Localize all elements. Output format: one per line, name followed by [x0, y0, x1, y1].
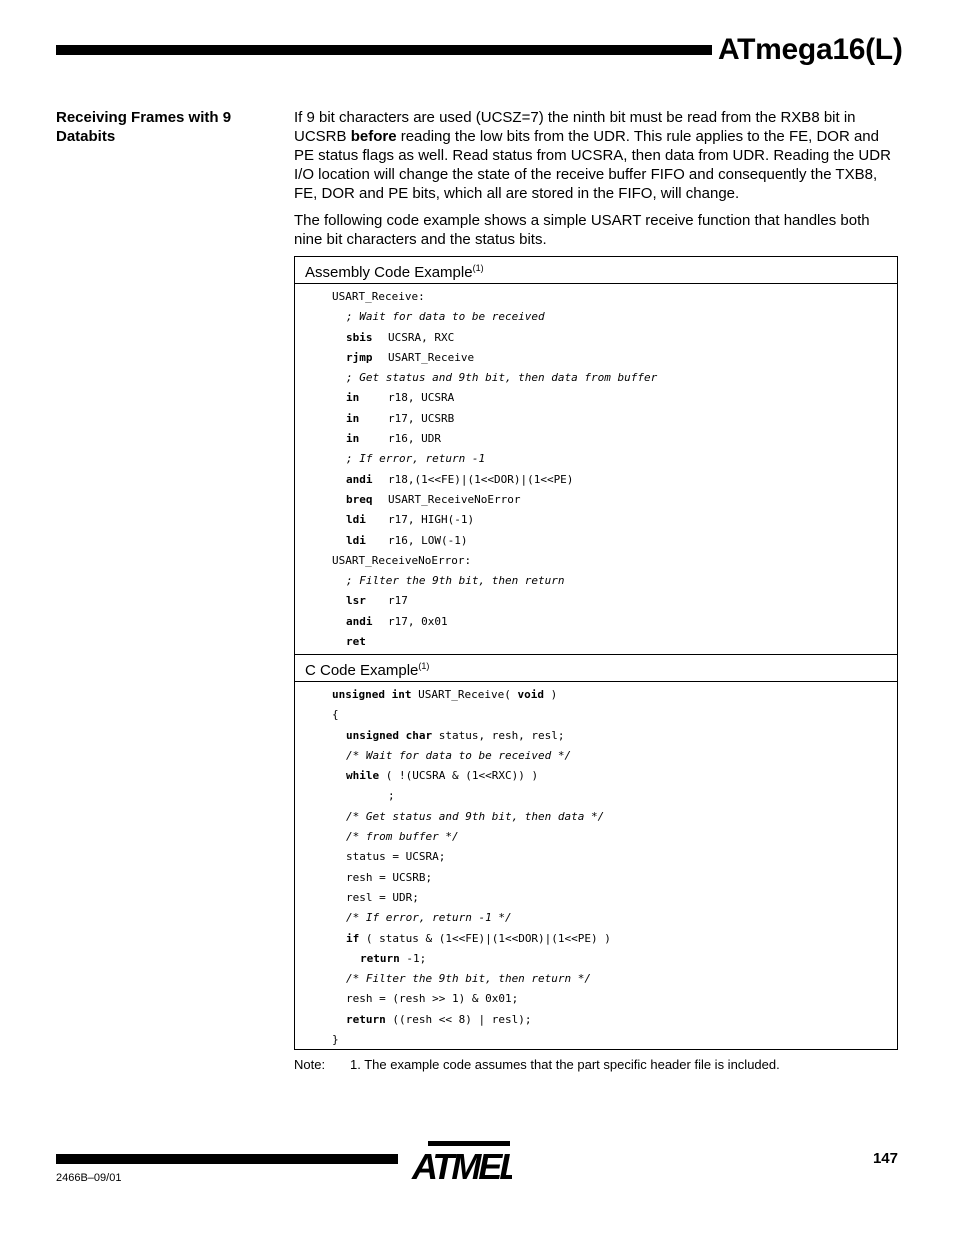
- code-line: resl = UDR;: [346, 890, 419, 904]
- footer-rule: [56, 1154, 398, 1164]
- code-line: [332, 388, 897, 408]
- page-title: ATmega16(L): [718, 33, 903, 66]
- section-heading: Receiving Frames with 9 Databits: [56, 109, 232, 145]
- code-text: ): [543, 688, 558, 701]
- code-comment: ; Wait for data to be received: [346, 310, 545, 324]
- code-line: [332, 726, 897, 746]
- code-comment: ; Filter the 9th bit, then return: [346, 574, 565, 588]
- code-line: [332, 612, 897, 632]
- code-operand: r17, 0x01: [388, 614, 448, 628]
- assembly-example-header: [295, 257, 897, 284]
- code-line: resh = UCSRB;: [346, 870, 433, 884]
- code-comment: /* If error, return -1 */: [346, 911, 512, 925]
- code-line: {: [332, 708, 339, 722]
- para1-emphasis: before: [350, 128, 397, 145]
- header-rule: [56, 45, 712, 55]
- code-keyword: return: [360, 951, 400, 965]
- code-line: [332, 490, 897, 510]
- page-number: 147: [872, 1150, 898, 1167]
- code-line: USART_Receive:: [332, 290, 425, 303]
- code-line: [332, 746, 897, 766]
- code-line: [332, 685, 897, 705]
- para1-text-a: If 9 bit characters are used (UCSZ=7) the ninth bit must be read from the RXB8 bit in UCSRB: [294, 109, 856, 145]
- note-text: 1. The example code assumes that the part specific header file is included.: [350, 1057, 780, 1072]
- code-opcode: rjmp: [346, 350, 373, 364]
- code-line: [332, 1010, 897, 1030]
- code-line: [332, 470, 897, 490]
- code-line: [332, 409, 897, 429]
- body-paragraph-1: [294, 108, 898, 203]
- code-operand: USART_ReceiveNoError: [388, 492, 521, 506]
- code-text: ( !(UCSRA & (1<<RXC)) ): [379, 769, 539, 783]
- code-text: USART_Receive(: [411, 688, 518, 701]
- code-line: [332, 348, 897, 368]
- c-example-title: C Code Example: [305, 662, 419, 679]
- code-operand: r18, UCSRA: [388, 391, 455, 405]
- code-opcode: andi: [346, 614, 373, 628]
- code-line: [332, 807, 897, 827]
- footnote: [294, 1056, 898, 1073]
- code-keyword: void: [517, 688, 544, 701]
- code-line: [332, 949, 897, 969]
- code-line: [332, 969, 897, 989]
- code-line: [332, 571, 897, 591]
- code-opcode: ret: [346, 635, 366, 649]
- body-paragraph-2: The following code example shows a simple USART receive function that handles both nine bit characters and the status bits.: [294, 212, 870, 248]
- code-example-table: [294, 256, 898, 1050]
- code-text: ((resh << 8) | resl);: [385, 1012, 532, 1026]
- code-opcode: ldi: [346, 513, 366, 527]
- code-opcode: in: [346, 411, 360, 425]
- code-line: status = UCSRA;: [346, 850, 446, 864]
- code-operand: r17: [388, 594, 408, 608]
- code-line: [332, 632, 897, 652]
- code-text: ( status & (1<<FE)|(1<<DOR)|(1<<PE) ): [359, 931, 611, 945]
- c-footnote-ref: (1): [418, 661, 430, 671]
- code-opcode: in: [346, 391, 360, 405]
- code-operand: r17, UCSRB: [388, 411, 455, 425]
- code-line: }: [332, 1033, 339, 1047]
- code-line: resh = (resh >> 1) & 0x01;: [346, 992, 519, 1006]
- code-comment: /* Wait for data to be received */: [346, 748, 572, 762]
- code-keyword: return: [346, 1012, 386, 1026]
- code-keyword: unsigned int: [332, 688, 412, 701]
- code-operand: r16, LOW(-1): [388, 533, 468, 547]
- code-line: [332, 307, 897, 327]
- code-line: [332, 429, 897, 449]
- code-comment: ; If error, return -1: [346, 452, 486, 466]
- code-opcode: ldi: [346, 533, 366, 547]
- code-opcode: in: [346, 432, 360, 446]
- c-example-header: [295, 654, 897, 682]
- code-line: [332, 591, 897, 611]
- atmel-logo-text: ATMEL: [412, 1146, 512, 1185]
- code-line: ;: [388, 789, 395, 803]
- code-opcode: andi: [346, 472, 373, 486]
- code-opcode: lsr: [346, 594, 366, 608]
- atmel-logo: [410, 1137, 512, 1185]
- code-comment: /* Filter the 9th bit, then return */: [346, 972, 592, 986]
- code-keyword: if: [346, 931, 360, 945]
- note-label: Note:: [294, 1057, 326, 1072]
- c-code-block: [295, 682, 897, 1051]
- code-comment: /* from buffer */: [346, 830, 459, 844]
- assembly-example-title: Assembly Code Example: [305, 264, 473, 281]
- code-keyword: unsigned char: [346, 728, 433, 742]
- code-line: [332, 827, 897, 847]
- atmel-logo-graphic: [410, 1137, 512, 1185]
- code-comment: /* Get status and 9th bit, then data */: [346, 809, 605, 823]
- code-operand: r17, HIGH(-1): [388, 513, 475, 527]
- code-operand: r18,(1<<FE)|(1<<DOR)|(1<<PE): [388, 472, 574, 486]
- para1-text-b: reading the low bits from the UDR. This rule applies to the FE, DOR and PE status flags as well. Read status from UCSRA, then data from UDR. Reading the UDR I/O location will change the state of the receive buffer FIFO and consequently the TXB8, FE, DOR and PE bits, which all are stored in the FIFO, will change.: [294, 128, 891, 202]
- document-id: 2466B–09/01: [56, 1172, 122, 1184]
- code-operand: UCSRA, RXC: [388, 330, 455, 344]
- code-text: status, resh, resl;: [432, 728, 565, 742]
- code-line: USART_ReceiveNoError:: [332, 553, 472, 567]
- code-opcode: breq: [346, 492, 373, 506]
- assembly-footnote-ref: (1): [472, 263, 484, 273]
- code-keyword: while: [346, 769, 380, 783]
- assembly-code-block: [295, 284, 897, 654]
- code-line: [332, 531, 897, 551]
- code-line: [332, 908, 897, 928]
- code-operand: USART_Receive: [388, 350, 475, 364]
- code-text: -1;: [399, 951, 427, 965]
- code-operand: r16, UDR: [388, 432, 441, 446]
- code-line: [332, 510, 897, 530]
- code-line: [332, 929, 897, 949]
- code-comment: ; Get status and 9th bit, then data from buffer: [346, 371, 658, 385]
- code-line: [332, 368, 897, 388]
- code-line: [332, 766, 897, 786]
- code-opcode: sbis: [346, 330, 373, 344]
- code-line: [332, 328, 897, 348]
- code-line: [332, 449, 897, 469]
